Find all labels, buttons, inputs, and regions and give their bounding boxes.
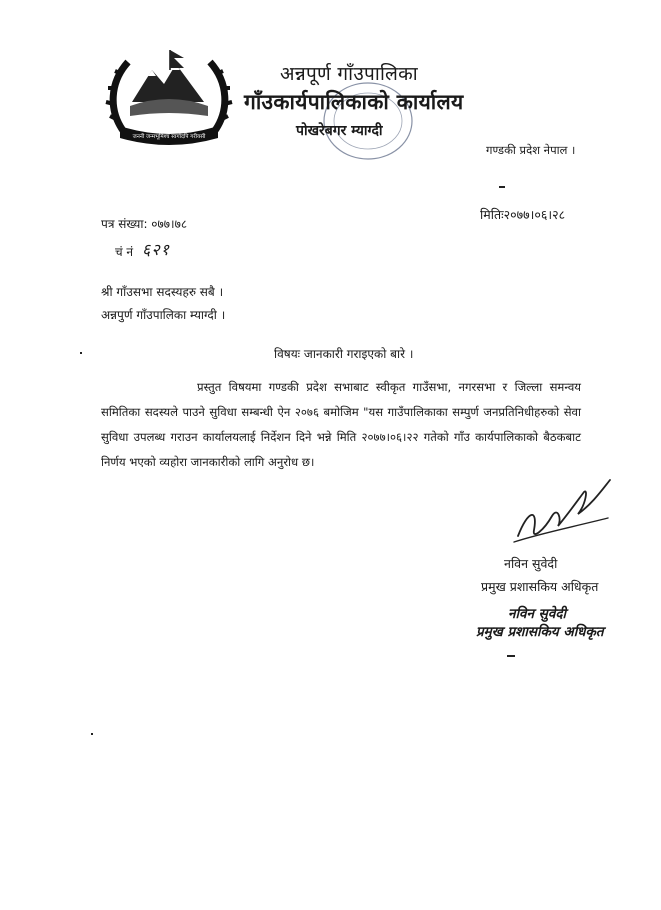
letter-date: मितिः२०७७।०६।२८ <box>480 207 566 222</box>
emblem-motto: जननी जन्मभूमिश्च स्वर्गादपि गरीयसी <box>132 134 206 140</box>
scan-speck <box>80 352 82 354</box>
municipality-name: अन्नपूर्ण गाँउपालिका <box>280 63 418 85</box>
government-emblem-icon <box>104 40 234 148</box>
dispatch-number: ६२१ <box>142 240 170 259</box>
scan-speck <box>91 733 93 735</box>
signatory-stamp-name: नविन सुवेदी <box>508 606 566 622</box>
signatory-stamp-title: प्रमुख प्रशासकिय अधिकृत <box>476 624 604 640</box>
signatory-title: प्रमुख प्रशासकिय अधिकृत <box>481 579 599 594</box>
dispatch-label: चं नं <box>115 245 134 259</box>
office-name: गाँउकार्यपालिकाको कार्यालय <box>244 90 464 114</box>
scan-speck <box>507 655 515 657</box>
letter-body: प्रस्तुत विषयमा गण्डकी प्रदेश सभाबाट स्वीकृत गाउँसभा, नगरसभा र जिल्ला समन्वय समितिका सदस्यले पाउने सुविधा सम्बन्धी ऐन २०७६ बमोजिम "यस गाउँपालिकाका सम्पुर्ण जनप्रतिनिधीहरुको सेवा सुविधा उपलब्ध गराउन कार्यालयलाई निर्देशन दिने भन्ने मिति २०७७।०६।२२ गतेको गाँउ कार्यपालिकाको बैठकबाट निर्णय भएको व्यहोरा जानकारीको लागि अनुरोध छ। <box>101 380 581 469</box>
signature-icon <box>508 470 618 550</box>
subject-line: विषयः जानकारी गराइएको बारे । <box>274 347 414 361</box>
letter-number: पत्र संख्या: ०७७।७८ <box>101 217 188 231</box>
recipient-line-1: श्री गाँउसभा सदस्यहरु सबै । <box>101 285 224 299</box>
province-name: गण्डकी प्रदेश नेपाल । <box>486 143 576 157</box>
scan-speck <box>499 186 505 188</box>
recipient-line-2: अन्नपुर्ण गाँउपालिका म्याग्दी । <box>101 308 226 322</box>
office-address: पोखरेबगर म्याग्दी <box>296 123 383 139</box>
signatory-name: नविन सुवेदी <box>504 556 558 571</box>
